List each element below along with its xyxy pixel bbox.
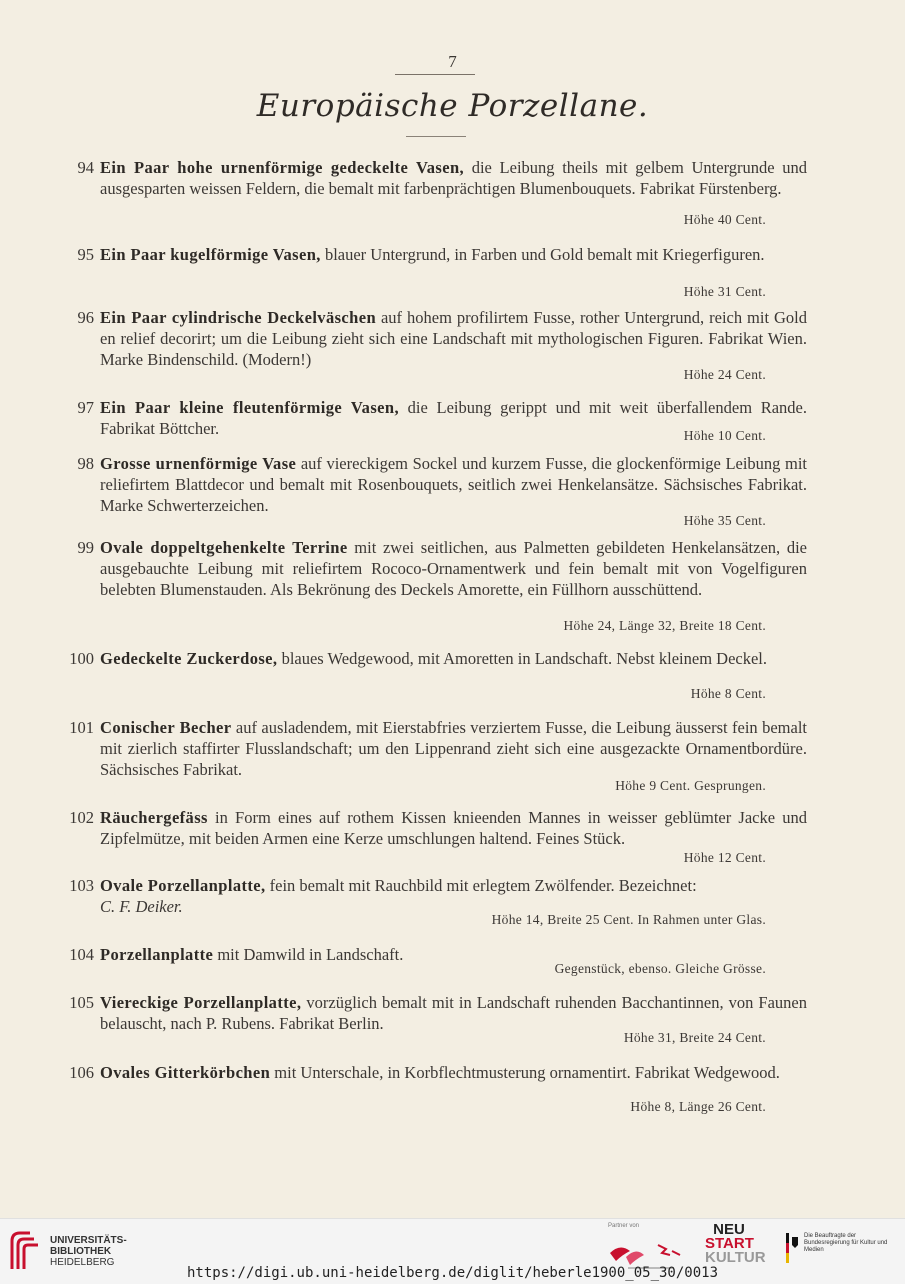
entry-description: blauer Untergrund, in Farben und Gold bemalt mit Kriegerfiguren.: [320, 245, 765, 264]
entry-number: 102: [69, 808, 94, 827]
entry-description: blaues Wedgewood, mit Amoretten in Landschaft. Nebst kleinem Deckel.: [277, 649, 768, 668]
entry-measurement: Höhe 35 Cent.: [683, 513, 766, 528]
catalog-entry: [69, 717, 807, 780]
neustart-line: KULTUR: [705, 1249, 766, 1266]
entry-description: auf viereckigem Sockel und kurzem Fusse, die glockenförmige Leibung mit reliefirtem Blattdecor und bemalt mit Rosenbouquets, seitlich zwei Henkelansätze. Sächsisches Fabrikat. Marke Schwerterzeichen.: [100, 454, 807, 515]
entry-measurement: Höhe 14, Breite 25 Cent. In Rahmen unter Glas.: [491, 912, 766, 927]
catalog-entry: [77, 537, 807, 600]
catalog-entry: [69, 807, 807, 849]
page-number-rule: [395, 74, 475, 75]
entry-number: 97: [77, 398, 94, 417]
entry-measurement: Höhe 8 Cent.: [690, 686, 766, 701]
entry-number: 99: [77, 538, 94, 557]
bkm-text: Die Beauftragte der Bundesregierung für Kultur und Medien: [804, 1233, 888, 1253]
page-url[interactable]: https://digi.ub.uni-heidelberg.de/diglit/heberle1900_05_30/0013: [186, 1265, 718, 1281]
partner-label: Partner von: [608, 1223, 640, 1229]
entry-description: in Form eines auf rothem Kissen knieenden Mannes in weisser geblümter Jacke und Zipfelmütze, mit beiden Armen eine Kerze umschlungen haltend. Feines Stück.: [100, 808, 807, 848]
bkm-logo[interactable]: [786, 1233, 896, 1269]
entry-number: 96: [77, 308, 94, 327]
neustart-line: START: [705, 1235, 754, 1252]
entry-title: Ein Paar hohe urnenförmige gedeckelte Vasen,: [100, 158, 465, 177]
catalog-entry: [69, 992, 807, 1034]
entry-number: 98: [77, 454, 94, 473]
catalog-entry: [77, 157, 807, 199]
entry-description: mit Damwild in Landschaft.: [213, 945, 404, 964]
entry-description: auf ausladendem, mit Eierstabfries verziertem Fusse, die Leibung äusserst fein bemalt mit zierlich staffirter Flusslandschaft; um den Lippenrand zieht sich eine ausgezackte Ornamentbordüre. Sächsisches Fabrikat.: [100, 718, 807, 779]
entry-title: Gedeckelte Zuckerdose,: [100, 649, 278, 668]
page-number: 7: [448, 52, 457, 71]
entry-measurement: Gegenstück, ebenso. Gleiche Grösse.: [554, 961, 766, 976]
entry-number: 95: [77, 245, 94, 264]
entry-title: Grosse urnenförmige Vase: [100, 454, 297, 473]
entry-number: 94: [77, 158, 94, 177]
entry-description: fein bemalt mit Rauchbild mit erlegtem Zwölfender. Bezeichnet:: [265, 876, 697, 895]
entry-measurement: Höhe 31 Cent.: [683, 284, 766, 299]
entry-title: Ein Paar cylindrische Deckelväschen: [100, 308, 377, 327]
catalog-entry: [77, 453, 807, 516]
entry-signature: C. F. Deiker.: [100, 897, 183, 916]
entry-description: vorzüglich bemalt mit in Landschaft ruhenden Bacchantinnen, von Faunen belauscht, nach P. Rubens. Fabrikat Berlin.: [100, 993, 807, 1033]
entry-number: 104: [69, 945, 94, 964]
catalog-entry: [69, 1062, 807, 1083]
entry-title: Ein Paar kugelförmige Vasen,: [100, 245, 321, 264]
entry-description: auf hohem profilirtem Fusse, rother Untergrund, reich mit Gold en relief decorirt; um die Leibung zieht sich eine Landschaft mit mythologischen Figuren. Fabrikat Wien. Marke Bindenschild. (Modern!): [100, 308, 807, 369]
catalog-entry: [69, 875, 807, 917]
entry-number: 103: [69, 876, 94, 895]
entry-description: mit Unterschale, in Korbflechtmusterung ornamentirt. Fabrikat Wedgewood.: [270, 1063, 780, 1082]
entry-number: 100: [69, 649, 94, 668]
entry-measurement: Höhe 31, Breite 24 Cent.: [623, 1030, 766, 1045]
entry-title: Porzellanplatte: [100, 945, 214, 964]
entry-title: Ovale Porzellanplatte,: [100, 876, 266, 895]
entry-title: Räuchergefäss: [100, 808, 208, 827]
entry-measurement: Höhe 24, Länge 32, Breite 18 Cent.: [563, 618, 766, 633]
entry-number: 106: [69, 1063, 94, 1082]
viewer-footer: [0, 1218, 905, 1284]
entry-description: die Leibung theils mit gelbem Untergrunde und ausgesparten weissen Feldern, die bemalt mit farbenprächtigen Blumenbouquets. Fabrikat Fürstenberg.: [100, 158, 807, 198]
library-name-line: BIBLIOTHEK: [50, 1246, 112, 1257]
entry-title: Ein Paar kleine fleutenförmige Vasen,: [100, 398, 399, 417]
library-name-line: UNIVERSITÄTS-: [50, 1235, 127, 1246]
page-title: Europäische Porzellane.: [256, 88, 649, 124]
title-rule: [406, 136, 466, 137]
catalog-entry: [77, 244, 807, 265]
entry-measurement: Höhe 24 Cent.: [683, 367, 766, 382]
catalog-entry: [77, 307, 807, 370]
catalog-entry: [69, 648, 807, 669]
entry-title: Ovale doppeltgehenkelte Terrine: [100, 538, 348, 557]
federal-eagle-icon: [786, 1233, 800, 1263]
entry-title: Ovales Gitterkörbchen: [100, 1063, 271, 1082]
neustart-line: NEU: [713, 1221, 745, 1238]
entry-measurement: Höhe 10 Cent.: [683, 428, 766, 443]
library-name[interactable]: [50, 1235, 127, 1268]
entry-description: die Leibung gerippt und mit weit überfallendem Rande. Fabrikat Böttcher.: [100, 398, 807, 438]
library-name-line: HEIDELBERG: [50, 1257, 115, 1268]
entry-description: mit zwei seitlichen, aus Palmetten gebildeten Henkelansätzen, die ausgebauchte Leibung mit reliefirtem Rococo-Ornamentwerk und fein bemalt mit von Vogelfiguren belebten Blumenstauden. Als Bekrönung des Deckels Amorette, ein Füllhorn ausschüttend.: [100, 538, 807, 599]
entry-measurement: Höhe 9 Cent. Gesprungen.: [615, 778, 766, 793]
entry-title: Conischer Becher: [100, 718, 232, 737]
entry-measurement: Höhe 40 Cent.: [683, 212, 766, 227]
entry-number: 105: [69, 993, 94, 1012]
entry-measurement: Höhe 12 Cent.: [683, 850, 766, 865]
entry-number: 101: [69, 718, 94, 737]
entry-title: Viereckige Porzellanplatte,: [100, 993, 302, 1012]
neustart-kultur-logo[interactable]: [705, 1221, 766, 1266]
entry-measurement: Höhe 8, Länge 26 Cent.: [630, 1099, 766, 1114]
